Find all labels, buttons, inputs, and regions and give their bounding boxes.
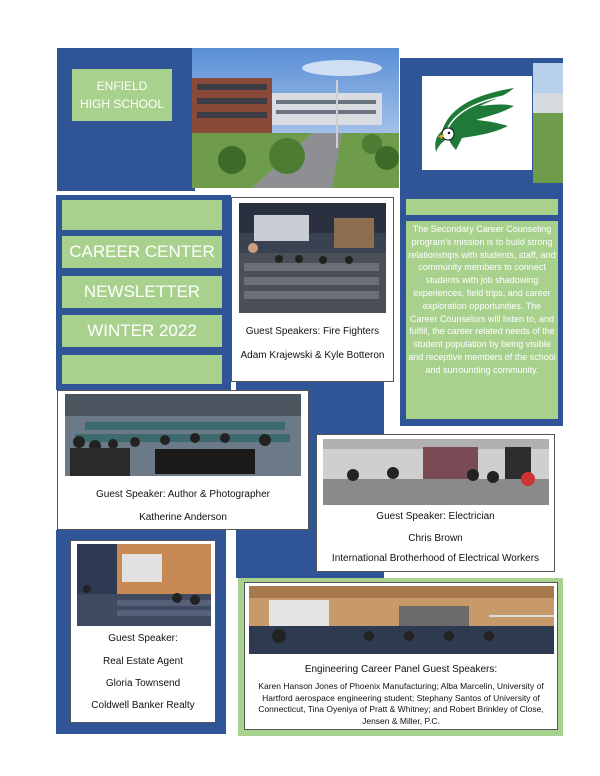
engineering-speakers-text: Karen Hanson Jones of Phoenix Manufacturing; Alba Marcelin, University of Hartford aerospace engineering student; Stephany Santos of University of Connecticut, Tina Oyeniya of Pratt & Whitney; and Robert Brinkley of Close, Jensen & Miller, P.C. bbox=[258, 681, 544, 726]
firefighters-card bbox=[231, 197, 394, 382]
realestate-card bbox=[70, 540, 216, 723]
school-name-line2: HIGH SCHOOL bbox=[79, 97, 164, 111]
mission-header-bar bbox=[406, 199, 558, 215]
author-caption-1: Guest Speaker: Author & Photographer bbox=[96, 489, 270, 500]
firefighters-caption-1: Guest Speakers: Fire Fighters bbox=[245, 326, 380, 337]
title-line2: NEWSLETTER bbox=[83, 282, 201, 301]
workshop-photo bbox=[323, 439, 549, 505]
realestate-caption-2: Real Estate Agent bbox=[102, 656, 184, 667]
lecture-hall-photo bbox=[249, 586, 554, 654]
school-building-photo-right bbox=[533, 63, 563, 183]
title-line1-box bbox=[62, 236, 222, 268]
school-building-image-right bbox=[533, 63, 563, 183]
school-building-image bbox=[192, 48, 399, 188]
title-spacer-bottom bbox=[62, 355, 222, 384]
realestate-caption-4: Coldwell Banker Realty bbox=[91, 700, 195, 711]
firefighters-photo bbox=[239, 203, 386, 313]
electrician-card bbox=[316, 434, 555, 572]
engineering-heading: Engineering Career Panel Guest Speakers: bbox=[304, 664, 498, 675]
mission-statement-text: The Secondary Career Counseling program's mission is to build strong relationships with students, staff, and community members to connect students with job shadowing experiences, field trips, and career exploration opportunities. The Career Counselors will listen to, and fulfill, the career related needs of the student population by being visible and receptive members of the school and surrounding community. bbox=[408, 224, 556, 375]
school-name-box bbox=[72, 69, 172, 121]
logo-box bbox=[422, 76, 532, 170]
realestate-photo bbox=[77, 544, 211, 626]
auditorium-photo bbox=[239, 203, 386, 313]
title-spacer-top bbox=[62, 200, 222, 230]
eagle-e-logo-icon bbox=[422, 76, 532, 170]
realestate-caption-3: Gloria Townsend bbox=[105, 678, 181, 689]
author-photo bbox=[65, 394, 301, 476]
electrician-caption-2: Chris Brown bbox=[408, 533, 463, 544]
school-name-line1: ENFIELD bbox=[96, 79, 148, 93]
school-building-photo bbox=[192, 48, 399, 188]
author-card bbox=[57, 390, 309, 530]
realestate-caption-1: Guest Speaker: bbox=[108, 633, 178, 644]
electrician-caption-1: Guest Speaker: Electrician bbox=[376, 511, 495, 522]
classroom-photo bbox=[65, 394, 301, 476]
engineering-photo bbox=[249, 586, 554, 654]
title-line2-box bbox=[62, 276, 222, 308]
author-caption-2: Katherine Anderson bbox=[139, 512, 227, 523]
title-line1: CAREER CENTER bbox=[69, 242, 215, 261]
electrician-caption-3: International Brotherhood of Electrical Workers bbox=[331, 553, 540, 564]
title-line3-box bbox=[62, 315, 222, 347]
auditorium-photo-2 bbox=[77, 544, 211, 626]
engineering-card bbox=[244, 582, 558, 730]
firefighters-caption-2: Adam Krajewski & Kyle Botteron bbox=[240, 350, 385, 361]
title-line3: WINTER 2022 bbox=[87, 321, 197, 340]
mission-statement-box bbox=[406, 221, 558, 419]
electrician-photo bbox=[323, 439, 549, 505]
